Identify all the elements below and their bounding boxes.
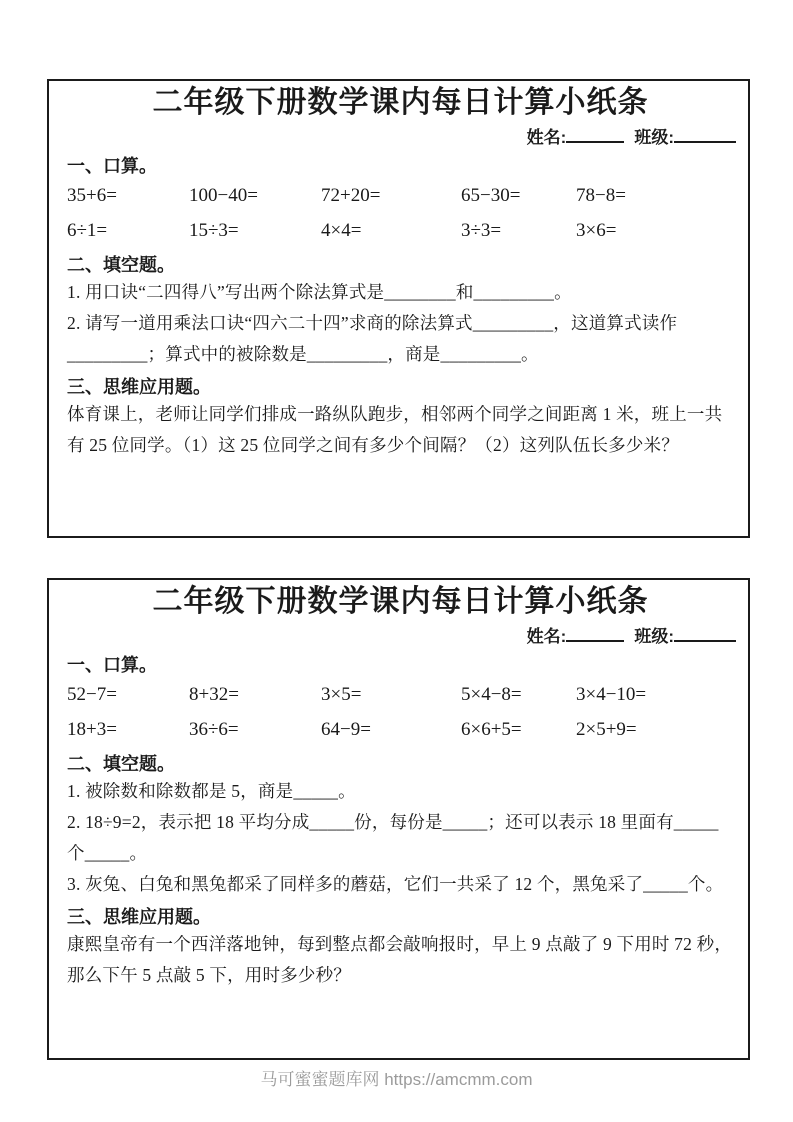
math-problem: 18+3= (67, 718, 117, 740)
page-title: 二年级下册数学课内每日计算小纸条 (152, 585, 649, 618)
class-blank-line (674, 128, 736, 143)
fill-blank-item: 2. 18÷9=2，表示把 18 平均分成_____份，每份是_____；还可以表示 18 里面有_____个_____。 (67, 812, 719, 863)
math-problem: 8+32= (189, 683, 239, 705)
math-problem: 64−9= (321, 718, 371, 740)
math-problem: 3×6= (576, 219, 617, 241)
oral-row (67, 213, 734, 248)
oral-row (67, 178, 734, 213)
class-blank-line (674, 627, 736, 642)
page-title: 二年级下册数学课内每日计算小纸条 (152, 86, 649, 119)
fill-blank-item: 1. 用口诀“二四得八”写出两个除法算式是________和_________。 (67, 282, 572, 302)
math-problem: 6×6+5= (461, 718, 522, 740)
math-problem: 65−30= (461, 184, 521, 206)
math-problem: 100−40= (189, 184, 258, 206)
math-problem: 2×5+9= (576, 718, 637, 740)
oral-row (67, 677, 734, 712)
math-problem: 3÷3= (461, 219, 502, 241)
section-header-fill: 二、填空题。 (67, 754, 175, 774)
name-class-line (67, 126, 734, 149)
math-problem: 6÷1= (67, 219, 108, 241)
section-header-oral: 一、口算。 (67, 655, 157, 675)
fill-blank-item: 3. 灰兔、白兔和黑兔都采了同样多的蘑菇，它们一共采了 12 个，黑兔采了_____个。 (67, 874, 724, 894)
name-label: 姓名: (526, 128, 567, 147)
class-label: 班级: (634, 128, 674, 147)
name-blank-line (566, 627, 624, 642)
site-footer: 马可蜜蜜题库网 https://amcmm.com (260, 1070, 533, 1089)
name-class-line (67, 625, 734, 648)
fill-blank-item: 2. 请写一道用乘法口诀“四六二十四”求商的除法算式_________，这道算式读作_________；算式中的被除数是_________，商是_________。 (67, 313, 678, 364)
math-problem: 78−8= (576, 184, 626, 206)
word-problem-text: 体育课上，老师让同学们排成一路纵队跑步，相邻两个同学之间距离 1 米，班上一共有 25 位同学。（1）这 25 位同学之间有多少个间隔？（2）这列队伍长多少米？ (67, 404, 723, 455)
math-problem: 52−7= (67, 683, 117, 705)
section-header-think: 三、思维应用题。 (67, 907, 211, 927)
math-problem: 15÷3= (189, 219, 239, 241)
math-problem: 3×4−10= (576, 683, 647, 705)
oral-row (67, 712, 734, 747)
section-header-oral: 一、口算。 (67, 156, 157, 176)
math-problem: 5×4−8= (461, 683, 522, 705)
name-label: 姓名: (526, 627, 567, 646)
math-problem: 3×5= (321, 683, 362, 705)
worksheet-card-1 (47, 79, 750, 538)
section-header-fill: 二、填空题。 (67, 255, 175, 275)
math-problem: 36÷6= (189, 718, 239, 740)
math-problem: 72+20= (321, 184, 381, 206)
class-label: 班级: (634, 627, 674, 646)
math-problem: 4×4= (321, 219, 362, 241)
fill-blank-item: 1. 被除数和除数都是 5，商是_____。 (67, 781, 356, 801)
section-header-think: 三、思维应用题。 (67, 377, 211, 397)
worksheet-card-2 (47, 578, 750, 1060)
word-problem-text: 康熙皇帝有一个西洋落地钟，每到整点都会敲响报时，早上 9 点敲了 9 下用时 72 秒，那么下午 5 点敲 5 下，用时多少秒？ (67, 934, 733, 985)
name-blank-line (566, 128, 624, 143)
math-problem: 35+6= (67, 184, 117, 206)
